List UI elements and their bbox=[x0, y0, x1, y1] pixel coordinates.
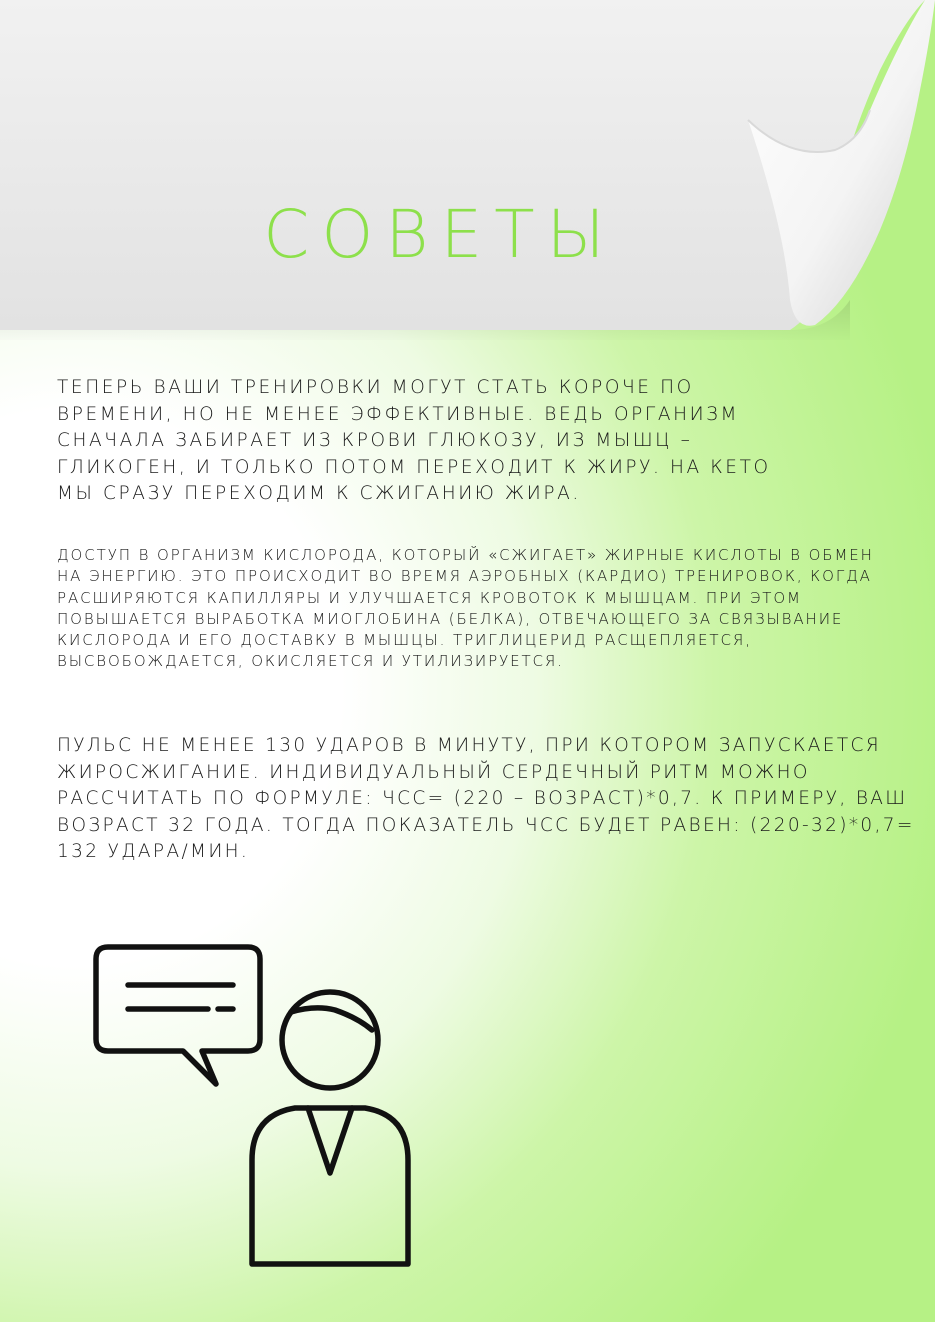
body-icon bbox=[252, 1108, 408, 1264]
page-curl-graphic bbox=[0, 0, 935, 340]
hair-icon bbox=[291, 1008, 372, 1030]
paragraph-training-shorter: ТЕПЕРЬ ВАШИ ТРЕНИРОВКИ МОГУТ СТАТЬ КОРОЧЕ ПО ВРЕМЕНИ, НО НЕ МЕНЕЕ ЭФФЕКТИВНЫЕ. ВЕДЬ ОРГАНИЗМ СНАЧАЛА ЗАБИРАЕТ ИЗ КРОВИ ГЛЮКОЗУ, ИЗ МЫШЦ – ГЛИКОГЕН, И ТОЛЬКО ПОТОМ ПЕРЕХОДИТ К ЖИРУ. НА КЕТО МЫ СРАЗУ ПЕРЕХОДИМ К СЖИГАНИЮ ЖИРА. bbox=[57, 377, 771, 504]
page-curl-header bbox=[0, 0, 935, 340]
page-title: СОВЕТЫ bbox=[263, 196, 617, 273]
paragraph-heart-rate: ПУЛЬС НЕ МЕНЕЕ 130 УДАРОВ В МИНУТУ, ПРИ КОТОРОМ ЗАПУСКАЕТСЯ ЖИРОСЖИГАНИЕ. ИНДИВИДУАЛЬНЫЙ СЕРДЕЧНЫЙ РИТМ МОЖНО РАССЧИТАТЬ ПО ФОРМУЛЕ: ЧСС= (220 – ВОЗРАСТ)*0,7. К ПРИМЕРУ, ВАШ ВОЗРАСТ 32 ГОДА. ТОГДА ПОКАЗАТЕЛЬ ЧСС БУДЕТ РАВЕН: (220-32)*0,7= 132 УДАРА/МИН. bbox=[57, 735, 915, 862]
speech-bubble-icon bbox=[96, 947, 260, 1084]
paragraph-oxygen-access: ДОСТУП В ОРГАНИЗМ КИСЛОРОДА, КОТОРЫЙ «СЖИГАЕТ» ЖИРНЫЕ КИСЛОТЫ В ОБМЕН НА ЭНЕРГИЮ. ЭТО ПРОИСХОДИТ ВО ВРЕМЯ АЭРОБНЫХ (КАРДИО) ТРЕНИРОВОК, КОГДА РАСШИРЯЮТСЯ КАПИЛЛЯРЫ И УЛУЧШАЕТСЯ КРОВОТОК К МЫШЦАМ. ПРИ ЭТОМ ПОВЫШАЕТСЯ ВЫРАБОТКА МИОГЛОБИНА (БЕЛКА), ОТВЕЧАЮЩЕГО ЗА СВЯЗЫВАНИЕ КИСЛОРОДА И ЕГО ДОСТАВКУ В МЫШЦЫ. ТРИГЛИЦЕРИД РАСЩЕПЛЯЕТСЯ, ВЫСВОБОЖДАЕТСЯ, ОКИСЛЯЕТСЯ И УТИЛИЗИРУЕТСЯ. bbox=[57, 546, 874, 671]
person-speech-bubble-icon bbox=[90, 940, 420, 1275]
collar-icon bbox=[308, 1108, 352, 1173]
